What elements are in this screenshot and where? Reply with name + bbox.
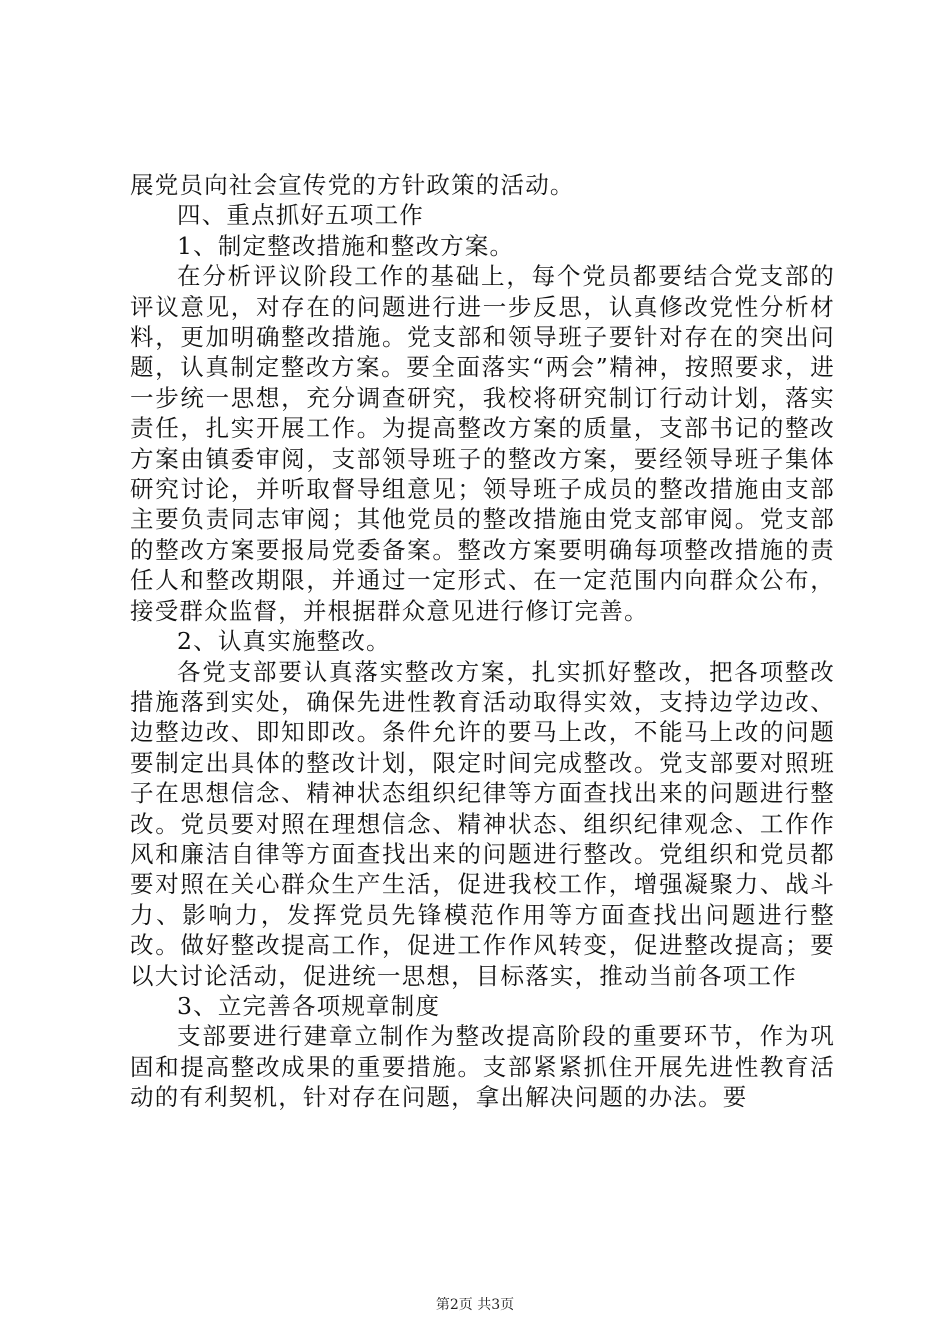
paragraph-3: 支部要进行建章立制作为整改提高阶段的重要环节，作为巩固和提高整改成果的重要措施。支部紧紧抓住开展先进性教育活动的有利契机，针对存在问题，拿出解决问题的办法。要 <box>130 1022 835 1112</box>
section-heading: 四、重点抓好五项工作 <box>177 201 424 230</box>
paragraph-1: 在分析评议阶段工作的基础上，每个党员都要结合党支部的评议意见，对存在的问题进行进一步反思，认真修改党性分析材料，更加明确整改措施。党支部和领导班子要针对存在的突出问题，认真制定整改方案。要全面落实“两会”精神，按照要求，进一步统一思想，充分调查研究，我校将研究制订行动计划，落实责任，扎实开展工作。为提高整改方案的质量，支部书记的整改方案由镇委审阅，支部领导班子的整改方案，要经领导班子集体研究讨论，并听取督导组意见；领导班子成员的整改措施由支部主要负责同志审阅；其他党员的整改措施由党支部审阅。党支部的整改方案要报局党委备案。整改方案要明确每项整改措施的责任人和整改期限，并通过一定形式、在一定范围内向群众公布，接受群众监督，并根据群众意见进行修订完善。 <box>130 262 835 625</box>
document-body <box>130 170 835 1113</box>
subsection-heading-3: 3、立完善各项规章制度 <box>177 991 441 1020</box>
subsection-heading-1: 1、制定整改措施和整改方案。 <box>177 231 515 260</box>
paragraph-continuation: 展党员向社会宣传党的方针政策的活动。 <box>130 171 575 199</box>
page-number-footer: 第2页 共3页 <box>435 1297 515 1313</box>
paragraph-2: 各党支部要认真落实整改方案，扎实抓好整改，把各项整改措施落到实处，确保先进性教育活动取得实效，支持边学边改、边整边改、即知即改。条件允许的要马上改，不能马上改的问题要制定出具体的整改计划，限定时间完成整改。党支部要对照班子在思想信念、精神状态组织纪律等方面查找出来的问题进行整改。党员要对照在理想信念、精神状态、组织纪律观念、工作作风和廉洁自律等方面查找出来的问题进行整改。党组织和党员都要对照在关心群众生产生活，促进我校工作，增强凝聚力、战斗力、影响力，发挥党员先锋模范作用等方面查找出问题进行整改。做好整改提高工作，促进工作作风转变，促进整改提高；要以大讨论活动，促进统一思想，目标落实，推动当前各项工作 <box>130 657 835 990</box>
subsection-heading-2: 2、认真实施整改。 <box>177 627 391 656</box>
